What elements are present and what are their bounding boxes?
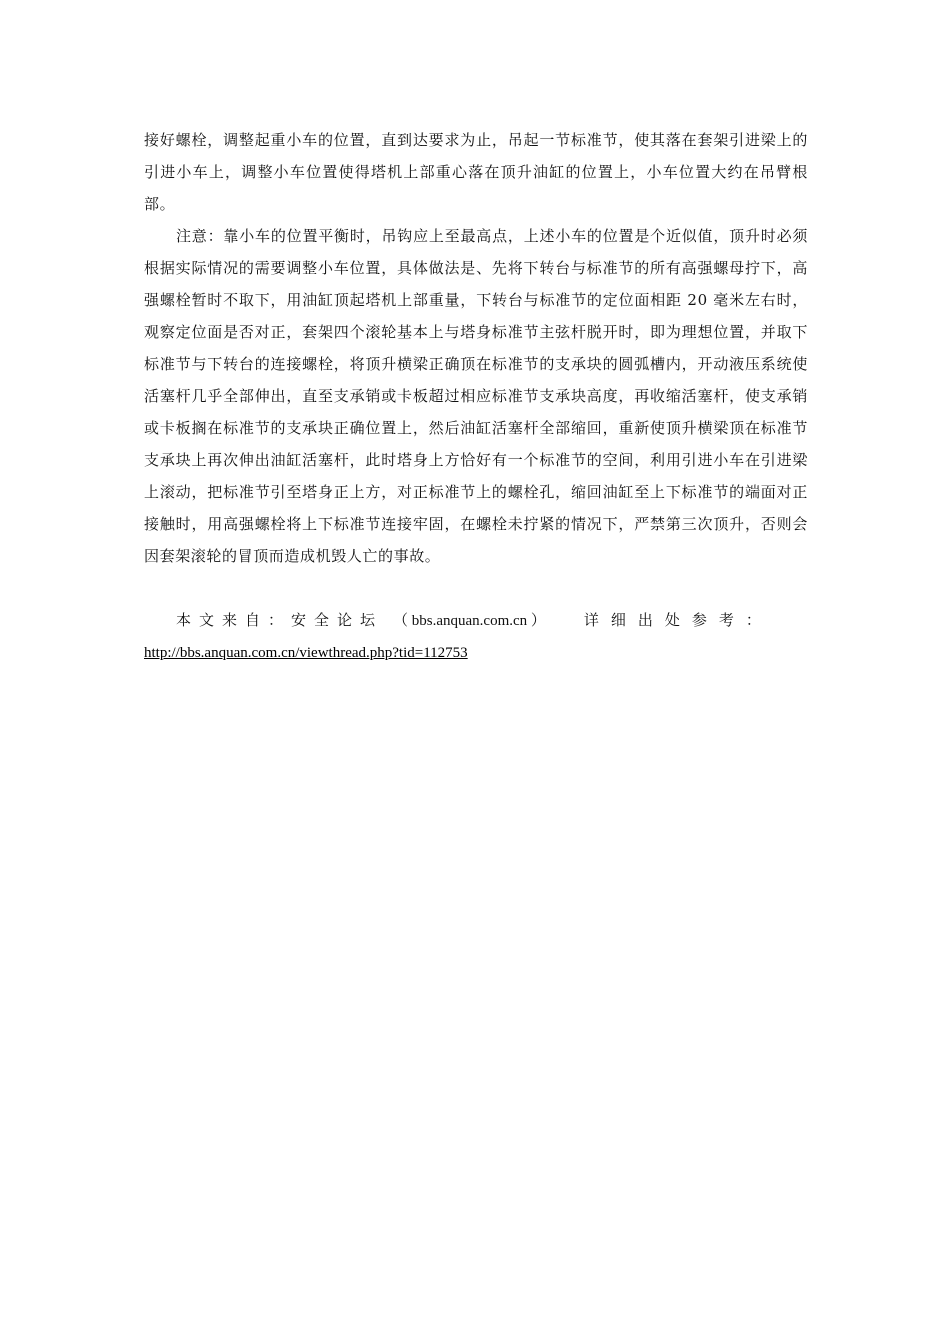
source-attribution (144, 604, 808, 637)
source-domain: （ bbs.anquan.com.cn ） (393, 613, 546, 629)
source-link[interactable]: http://bbs.anquan.com.cn/viewthread.php?tid=112753 (144, 645, 468, 661)
paragraph-2: 注意：靠小车的位置平衡时，吊钩应上至最高点，上述小车的位置是个近似值，顶升时必须根据实际情况的需要调整小车位置，具体做法是、先将下转台与标准节的所有高强螺母拧下，高强螺栓暂时不取下，用油缸顶起塔机上部重量，下转台与标准节的定位面相距 20 毫米左右时，观察定位面是否对正，套架四个滚轮基本上与塔身标准节主弦杆脱开时，即为理想位置，并取下标准节与下转台的连接螺栓，将顶升横梁正确顶在标准节的支承块的圆弧槽内，开动液压系统使活塞杆几乎全部伸出，直至支承销或卡板超过相应标准节支承块高度，再收缩活塞杆，使支承销或卡板搁在标准节的支承块正确位置上，然后油缸活塞杆全部缩回，重新使顶升横梁顶在标准节支承块上再次伸出油缸活塞杆，此时塔身上方恰好有一个标准节的空间，利用引进小车在引进梁上滚动，把标准节引至塔身正上方，对正标准节上的螺栓孔，缩回油缸至上下标准节的端面对正接触时，用高强螺栓将上下标准节连接牢固，在螺栓未拧紧的情况下，严禁第三次顶升，否则会因套架滚轮的冒顶而造成机毁人亡的事故。 (144, 227, 808, 565)
paragraph-1: 接好螺栓，调整起重小车的位置，直到达要求为止，吊起一节标准节，使其落在套架引进梁上的引进小车上，调整小车位置使得塔机上部重心落在顶升油缸的位置上，小车位置大约在吊臂根部。 (144, 131, 808, 213)
source-label: 本文来自：安全论坛 (176, 611, 384, 629)
document-page (144, 124, 808, 669)
source-ref-label: 详细出处参考： (583, 611, 773, 629)
